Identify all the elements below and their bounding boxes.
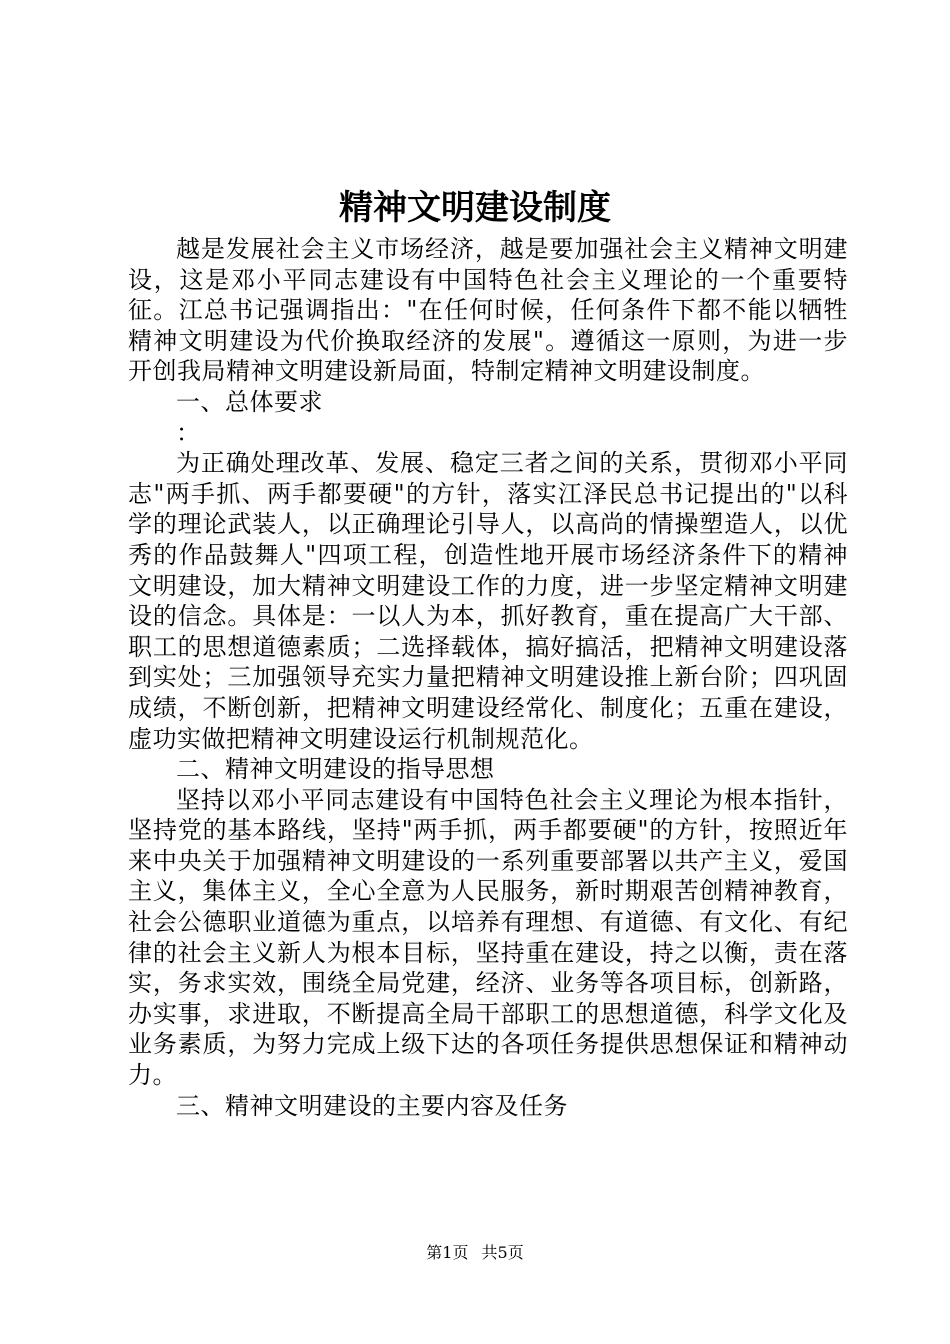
page-number: 第1页 xyxy=(426,1243,469,1262)
section-heading-3: 三、精神文明建设的主要内容及任务 xyxy=(176,1091,568,1120)
section-heading-1: 一、总体要求 xyxy=(176,387,323,416)
document-title: 精神文明建设制度 xyxy=(339,188,611,228)
intro-paragraph: 越是发展社会主义市场经济，越是要加强社会主义精神文明建设，这是邓小平同志建设有中国特色社会主义理论的一个重要特征。江总书记强调指出："在任何时候，任何条件下都不能以牺牲精神文明建设为代价换取经济的发展"。遵循这一原则，为进一步开创我局精神文明建设新局面，特制定精神文明建设制度。 xyxy=(128,235,848,386)
colon-line: ： xyxy=(176,418,201,447)
page-total: 共5页 xyxy=(481,1243,524,1262)
page-footer xyxy=(0,1243,950,1263)
section-heading-2: 二、精神文明建设的指导思想 xyxy=(176,755,495,784)
document-body xyxy=(128,234,848,1121)
section-1-paragraph: 为正确处理改革、发展、稳定三者之间的关系，贯彻邓小平同志"两手抓、两手都要硬"的方针，落实江泽民总书记提出的"以科学的理论武装人，以正确理论引导人，以高尚的情操塑造人，以优秀的作品鼓舞人"四项工程，创造性地开展市场经济条件下的精神文明建设，加大精神文明建设工作的力度，进一步坚定精神文明建设的信念。具体是：一以人为本，抓好教育，重在提高广大干部、职工的思想道德素质；二选择载体，搞好搞活，把精神文明建设落到实处；三加强领导充实力量把精神文明建设推上新台阶；四巩固成绩，不断创新，把精神文明建设经常化、制度化；五重在建设，虚功实做把精神文明建设运行机制规范化。 xyxy=(128,449,848,753)
section-2-paragraph: 坚持以邓小平同志建设有中国特色社会主义理论为根本指针，坚持党的基本路线，坚持"两手抓，两手都要硬"的方针，按照近年来中央关于加强精神文明建设的一系列重要部署以共产主义，爱国主义，集体主义，全心全意为人民服务，新时期艰苦创精神教育，社会公德职业道德为重点，以培养有理想、有道德、有文化、有纪律的社会主义新人为根本目标，坚持重在建设，持之以衡，责在落实，务求实效，围绕全局党建，经济、业务等各项目标，创新路，办实事，求进取，不断提高全局干部职工的思想道德，科学文化及业务素质，为努力完成上级下达的各项任务提供思想保证和精神动力。 xyxy=(128,785,848,1090)
